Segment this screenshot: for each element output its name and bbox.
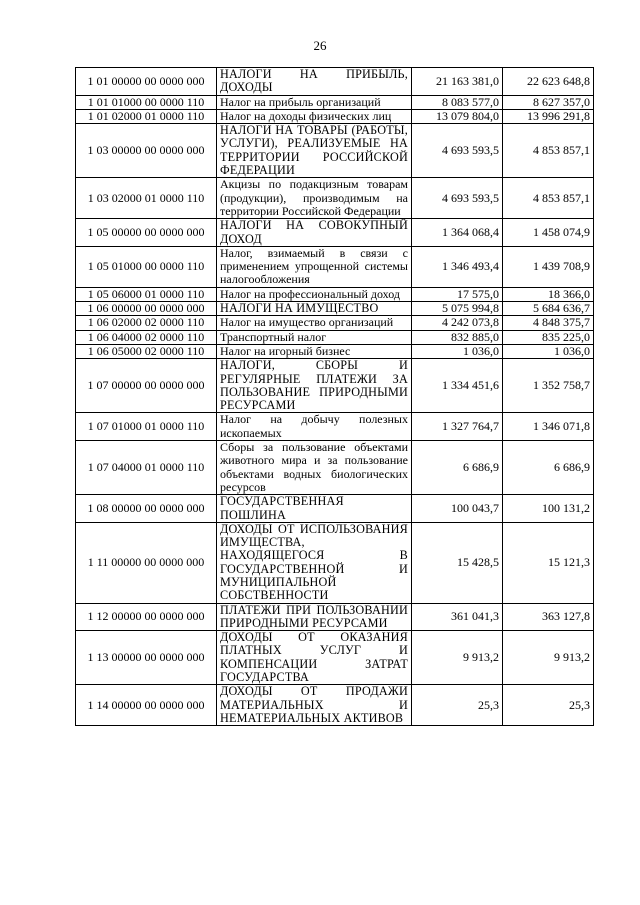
amount-year2-cell: 18 366,0	[503, 287, 594, 301]
budget-code-cell: 1 06 00000 00 0000 000	[76, 302, 217, 316]
amount-year2-cell: 8 627 357,0	[503, 95, 594, 109]
amount-year1-cell: 832 885,0	[412, 330, 503, 344]
amount-year1-cell: 17 575,0	[412, 287, 503, 301]
amount-year1-cell: 21 163 381,0	[412, 68, 503, 96]
revenue-name-cell: ПЛАТЕЖИ ПРИ ПОЛЬЗОВАНИИ ПРИРОДНЫМИ РЕСУРСАМИ	[217, 603, 412, 631]
revenue-name-cell: Сборы за пользование объектами животного мира и за пользование объектами водных биологических ресурсов	[217, 441, 412, 495]
amount-year1-cell: 4 693 593,5	[412, 124, 503, 178]
revenue-name-cell: Транспортный налог	[217, 330, 412, 344]
amount-year1-cell: 15 428,5	[412, 522, 503, 603]
revenue-name-cell: Налог на профессиональный доход	[217, 287, 412, 301]
amount-year2-cell: 100 131,2	[503, 495, 594, 523]
amount-year2-cell: 4 853 857,1	[503, 124, 594, 178]
table-row	[76, 68, 594, 96]
table-row	[76, 603, 594, 631]
table-row	[76, 95, 594, 109]
amount-year2-cell: 25,3	[503, 685, 594, 726]
budget-code-cell: 1 07 00000 00 0000 000	[76, 359, 217, 413]
revenue-name-cell: НАЛОГИ, СБОРЫ И РЕГУЛЯРНЫЕ ПЛАТЕЖИ ЗА ПОЛЬЗОВАНИЕ ПРИРОДНЫМИ РЕСУРСАМИ	[217, 359, 412, 413]
table-body	[76, 68, 594, 726]
amount-year1-cell: 1 036,0	[412, 344, 503, 358]
table-row	[76, 344, 594, 358]
table-row	[76, 316, 594, 330]
amount-year2-cell: 4 848 375,7	[503, 316, 594, 330]
table-row	[76, 246, 594, 287]
amount-year2-cell: 1 036,0	[503, 344, 594, 358]
revenue-name-cell: Налог на доходы физических лиц	[217, 109, 412, 123]
revenue-name-cell: Налог на имущество организаций	[217, 316, 412, 330]
amount-year1-cell: 1 364 068,4	[412, 219, 503, 247]
revenue-name-cell: НАЛОГИ НА ИМУЩЕСТВО	[217, 302, 412, 316]
table-row	[76, 302, 594, 316]
amount-year1-cell: 100 043,7	[412, 495, 503, 523]
revenue-name-cell: Налог на добычу полезных ископаемых	[217, 413, 412, 441]
amount-year1-cell: 5 075 994,8	[412, 302, 503, 316]
table-row	[76, 522, 594, 603]
page-number: 26	[313, 38, 327, 53]
budget-code-cell: 1 11 00000 00 0000 000	[76, 522, 217, 603]
budget-code-cell: 1 05 01000 00 0000 110	[76, 246, 217, 287]
table-row	[76, 219, 594, 247]
amount-year2-cell: 1 458 074,9	[503, 219, 594, 247]
revenue-name-cell: НАЛОГИ НА ТОВАРЫ (РАБОТЫ, УСЛУГИ), РЕАЛИЗУЕМЫЕ НА ТЕРРИТОРИИ РОССИЙСКОЙ ФЕДЕРАЦИИ	[217, 124, 412, 178]
amount-year1-cell: 4 242 073,8	[412, 316, 503, 330]
revenue-name-cell: Налог на игорный бизнес	[217, 344, 412, 358]
budget-code-cell: 1 05 00000 00 0000 000	[76, 219, 217, 247]
budget-code-cell: 1 13 00000 00 0000 000	[76, 631, 217, 685]
table-row	[76, 631, 594, 685]
amount-year1-cell: 25,3	[412, 685, 503, 726]
amount-year2-cell: 6 686,9	[503, 441, 594, 495]
budget-code-cell: 1 05 06000 01 0000 110	[76, 287, 217, 301]
budget-code-cell: 1 12 00000 00 0000 000	[76, 603, 217, 631]
amount-year2-cell: 5 684 636,7	[503, 302, 594, 316]
revenue-name-cell: Налог на прибыль организаций	[217, 95, 412, 109]
amount-year1-cell: 4 693 593,5	[412, 178, 503, 219]
table-row	[76, 109, 594, 123]
amount-year2-cell: 9 913,2	[503, 631, 594, 685]
budget-code-cell: 1 07 01000 01 0000 110	[76, 413, 217, 441]
revenue-name-cell: Налог, взимаемый в связи с применением упрощенной системы налогообложения	[217, 246, 412, 287]
budget-code-cell: 1 08 00000 00 0000 000	[76, 495, 217, 523]
table-row	[76, 413, 594, 441]
amount-year1-cell: 9 913,2	[412, 631, 503, 685]
amount-year2-cell: 4 853 857,1	[503, 178, 594, 219]
budget-code-cell: 1 06 02000 02 0000 110	[76, 316, 217, 330]
amount-year1-cell: 1 346 493,4	[412, 246, 503, 287]
amount-year1-cell: 6 686,9	[412, 441, 503, 495]
amount-year1-cell: 361 041,3	[412, 603, 503, 631]
amount-year1-cell: 1 334 451,6	[412, 359, 503, 413]
budget-code-cell: 1 03 02000 01 0000 110	[76, 178, 217, 219]
table-row	[76, 685, 594, 726]
amount-year1-cell: 8 083 577,0	[412, 95, 503, 109]
table-row	[76, 124, 594, 178]
amount-year2-cell: 1 439 708,9	[503, 246, 594, 287]
budget-code-cell: 1 06 04000 02 0000 110	[76, 330, 217, 344]
revenue-name-cell: Акцизы по подакцизным товарам (продукции), производимым на территории Российской Федерации	[217, 178, 412, 219]
amount-year2-cell: 13 996 291,8	[503, 109, 594, 123]
amount-year2-cell: 15 121,3	[503, 522, 594, 603]
table-row	[76, 178, 594, 219]
budget-code-cell: 1 01 01000 00 0000 110	[76, 95, 217, 109]
budget-code-cell: 1 01 02000 01 0000 110	[76, 109, 217, 123]
amount-year2-cell: 363 127,8	[503, 603, 594, 631]
budget-code-cell: 1 07 04000 01 0000 110	[76, 441, 217, 495]
budget-code-cell: 1 01 00000 00 0000 000	[76, 68, 217, 96]
budget-code-cell: 1 03 00000 00 0000 000	[76, 124, 217, 178]
revenue-name-cell: ГОСУДАРСТВЕННАЯ ПОШЛИНА	[217, 495, 412, 523]
table-row	[76, 287, 594, 301]
amount-year1-cell: 1 327 764,7	[412, 413, 503, 441]
budget-revenue-table	[75, 67, 594, 726]
amount-year2-cell: 1 352 758,7	[503, 359, 594, 413]
table-row	[76, 359, 594, 413]
budget-code-cell: 1 06 05000 02 0000 110	[76, 344, 217, 358]
revenue-name-cell: НАЛОГИ НА СОВОКУПНЫЙ ДОХОД	[217, 219, 412, 247]
table-row	[76, 495, 594, 523]
amount-year1-cell: 13 079 804,0	[412, 109, 503, 123]
amount-year2-cell: 1 346 071,8	[503, 413, 594, 441]
revenue-name-cell: ДОХОДЫ ОТ ИСПОЛЬЗОВАНИЯ ИМУЩЕСТВА, НАХОДЯЩЕГОСЯ В ГОСУДАРСТВЕННОЙ И МУНИЦИПАЛЬНОЙ СОБСТВЕННОСТИ	[217, 522, 412, 603]
amount-year2-cell: 22 623 648,8	[503, 68, 594, 96]
amount-year2-cell: 835 225,0	[503, 330, 594, 344]
table-row	[76, 441, 594, 495]
table-row	[76, 330, 594, 344]
revenue-name-cell: ДОХОДЫ ОТ ПРОДАЖИ МАТЕРИАЛЬНЫХ И НЕМАТЕРИАЛЬНЫХ АКТИВОВ	[217, 685, 412, 726]
budget-code-cell: 1 14 00000 00 0000 000	[76, 685, 217, 726]
revenue-name-cell: НАЛОГИ НА ПРИБЫЛЬ, ДОХОДЫ	[217, 68, 412, 96]
revenue-name-cell: ДОХОДЫ ОТ ОКАЗАНИЯ ПЛАТНЫХ УСЛУГ И КОМПЕНСАЦИИ ЗАТРАТ ГОСУДАРСТВА	[217, 631, 412, 685]
